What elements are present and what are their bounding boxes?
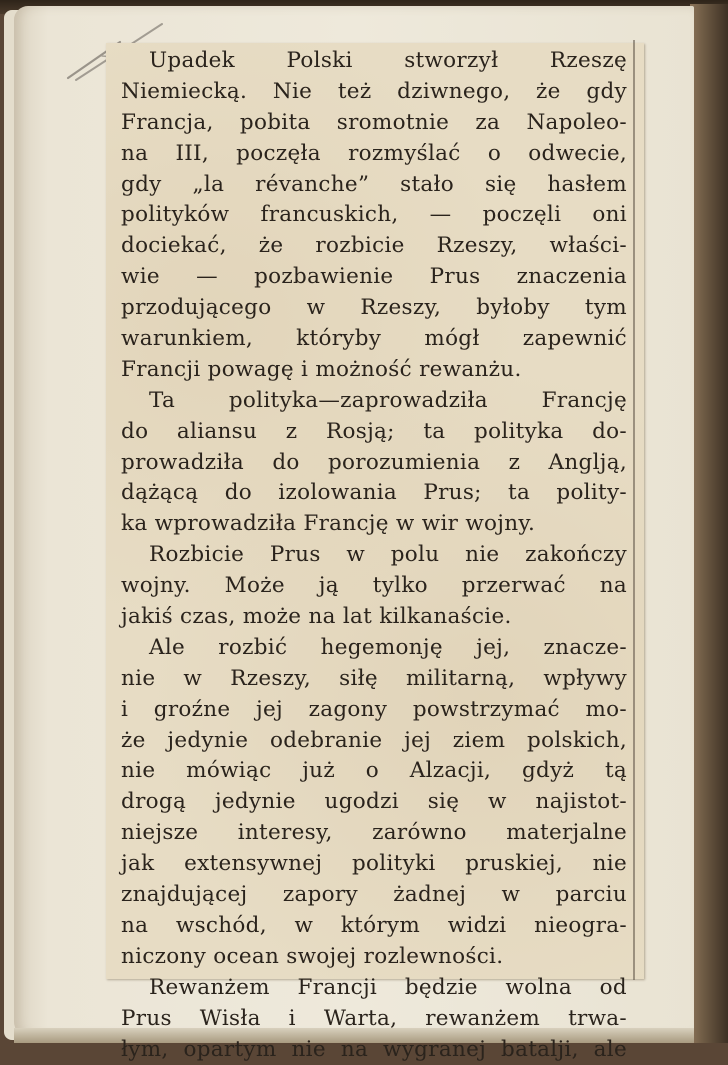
column-rule: [633, 40, 635, 980]
article-line: polityków francuskich, — poczęli oni: [121, 200, 627, 231]
article-line: wojny. Może ją tylko przerwać na: [121, 571, 627, 602]
album-back-cover: [690, 4, 728, 1043]
article-line: nie mówiąc już o Alzacji, gdyż tą: [121, 756, 627, 787]
article-line: prowadziła do porozumienia z Anglją,: [121, 448, 627, 479]
article-line: dociekać, że rozbicie Rzeszy, właści-: [121, 231, 627, 262]
article-line: wie — pozbawienie Prus znaczenia: [121, 262, 627, 293]
article-line: ka wprowadziła Francję w wir wojny.: [121, 509, 627, 540]
article-line: Rozbicie Prus w polu nie zakończy: [121, 540, 627, 571]
article-line: Francja, pobita sromotnie za Napoleo-: [121, 108, 627, 139]
article-line: jak extensywnej polityki pruskiej, nie: [121, 849, 627, 880]
article-line: jakiś czas, może na lat kilkanaście.: [121, 602, 627, 633]
article-line: znajdującej zapory żadnej w parciu: [121, 880, 627, 911]
article-line: Ta polityka—zaprowadziła Francję: [121, 386, 627, 417]
article-line: niczony ocean swojej rozlewności.: [121, 942, 627, 973]
article-line: łym, opartym nie na wygranej batalji, ale: [121, 1035, 627, 1065]
article-line: Francji powagę i możność rewanżu.: [121, 355, 627, 386]
article-text: [121, 46, 627, 1065]
article-line: do aliansu z Rosją; ta polityka do-: [121, 417, 627, 448]
article-line: Prus Wisła i Warta, rewanżem trwa-: [121, 1004, 627, 1035]
article-line: nie w Rzeszy, siłę militarną, wpływy: [121, 664, 627, 695]
article-line: na wschód, w którym widzi nieogra-: [121, 911, 627, 942]
article-line: Rewanżem Francji będzie wolna od: [121, 973, 627, 1004]
article-line: warunkiem, któryby mógł zapewnić: [121, 324, 627, 355]
article-line: Ale rozbić hegemonję jej, znacze-: [121, 633, 627, 664]
article-line: przodującego w Rzeszy, byłoby tym: [121, 293, 627, 324]
article-line: dążącą do izolowania Prus; ta polity-: [121, 478, 627, 509]
article-line: niejsze interesy, zarówno materjalne: [121, 818, 627, 849]
article-line: na III, poczęła rozmyślać o odwecie,: [121, 139, 627, 170]
article-line: i groźne jej zagony powstrzymać mo-: [121, 695, 627, 726]
article-line: Niemiecką. Nie też dziwnego, że gdy: [121, 77, 627, 108]
article-line: że jedynie odebranie jej ziem polskich,: [121, 726, 627, 757]
article-line: drogą jedynie ugodzi się w najistot-: [121, 787, 627, 818]
article-line: Upadek Polski stworzył Rzeszę: [121, 46, 627, 77]
article-line: gdy „la révanche” stało się hasłem: [121, 170, 627, 201]
